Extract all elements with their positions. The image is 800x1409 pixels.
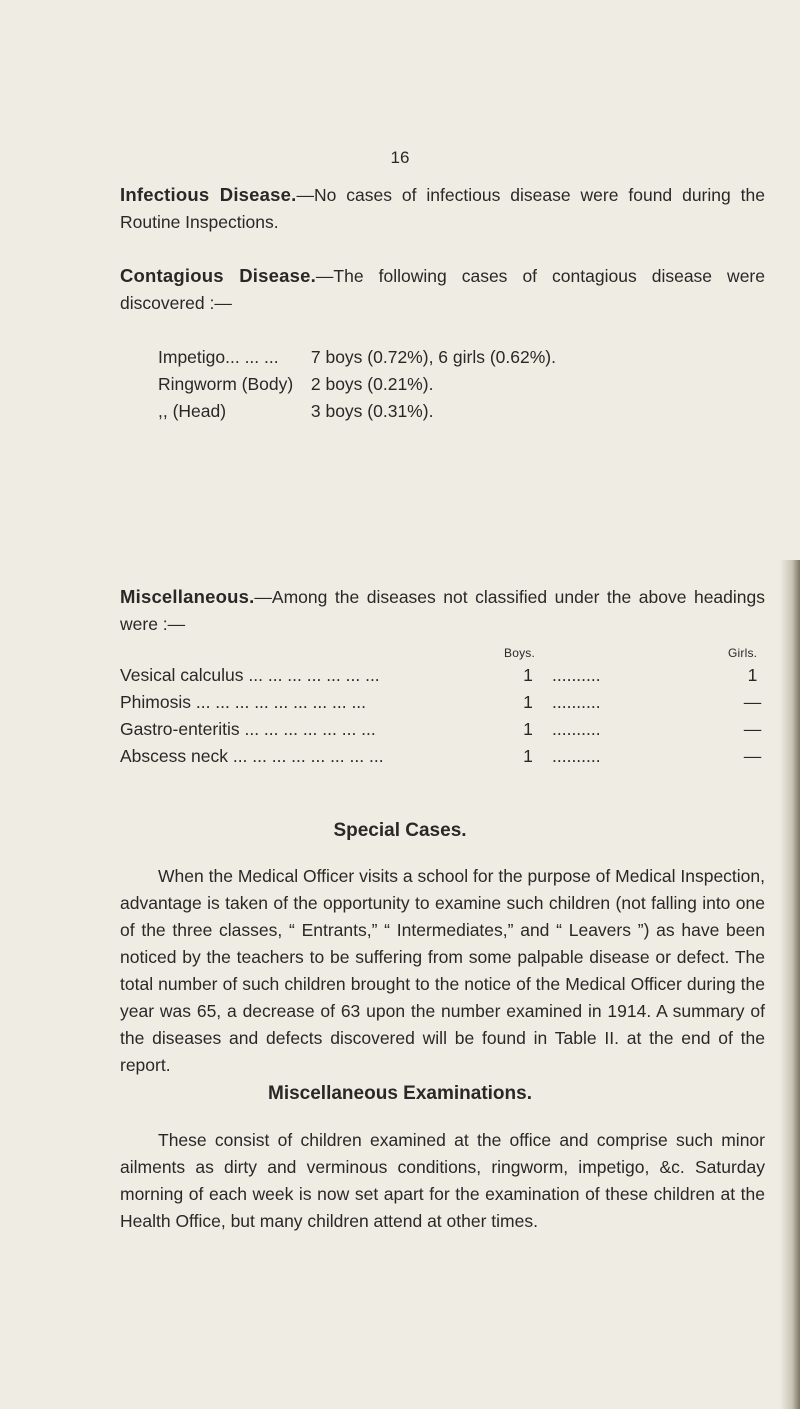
special-cases-text: When the Medical Officer visits a school for the purpose of Medical Inspection, advantage is taken of the opportunity to examine such children (not falling into one of the three classes, “ Entrants,” “ Intermediates,” and “ Leavers ”) as have been noticed by the teachers to be suffering from some palpable disease or defect. The total number of such children brought to the notice of the Medical Officer during the year was 65, a decrease of 63 upon the number examined in 1914. A summary of the diseases and defects discovered will be found in Table II. at the end of the report. bbox=[120, 866, 765, 1075]
row-disease-name: Abscess neck ... ... ... ... ... ... ... ... bbox=[120, 746, 384, 766]
table-row bbox=[120, 662, 765, 688]
row-leader: .......... bbox=[552, 746, 601, 766]
miscellaneous-text: —Among the diseases not classified under the above headings were :— bbox=[120, 587, 765, 634]
row-leader: .......... bbox=[552, 665, 601, 685]
page-number: 16 bbox=[390, 148, 410, 167]
miscellaneous-heading: Miscellaneous. bbox=[120, 586, 255, 607]
column-header-boys: Boys. bbox=[504, 646, 536, 660]
infectious-disease-text: —No cases of infectious disease were found during the Routine Inspections. bbox=[120, 185, 765, 232]
contagious-item-value: 2 boys (0.21%). bbox=[310, 374, 434, 394]
row-disease-name: Phimosis ... ... ... ... ... ... ... ... ... bbox=[120, 692, 367, 712]
row-girls-count: — bbox=[743, 692, 762, 712]
row-girls-count: — bbox=[743, 719, 762, 739]
contagious-disease-paragraph bbox=[120, 262, 765, 317]
infectious-disease-paragraph bbox=[120, 181, 765, 236]
misc-examinations-text: These consist of children examined at the office and comprise such minor ailments as dirty and verminous conditions, ringworm, impetigo, &c. Saturday morning of each week is now set apart for the examination of these children at the Health Office, but many children attend at other times. bbox=[120, 1130, 765, 1231]
table-row bbox=[120, 716, 765, 742]
row-leader: .......... bbox=[552, 692, 601, 712]
row-disease-name: Vesical calculus ... ... ... ... ... ... ... bbox=[120, 665, 380, 685]
row-girls-count: 1 bbox=[747, 665, 758, 685]
miscellaneous-paragraph bbox=[120, 583, 765, 638]
column-header-girls: Girls. bbox=[728, 646, 758, 660]
table-row bbox=[120, 689, 765, 715]
row-boys-count: 1 bbox=[523, 692, 533, 712]
contagious-item-impetigo bbox=[158, 344, 556, 371]
contagious-item-name: ,, (Head) bbox=[158, 401, 227, 421]
row-boys-count: 1 bbox=[523, 719, 533, 739]
table-row bbox=[120, 743, 765, 769]
misc-examinations-title: Miscellaneous Examinations. bbox=[268, 1083, 532, 1104]
row-boys-count: 1 bbox=[523, 665, 533, 685]
row-boys-count: 1 bbox=[523, 746, 533, 766]
contagious-item-name: Ringworm (Body) bbox=[158, 374, 294, 394]
contagious-item-ringworm-head bbox=[158, 398, 433, 425]
contagious-disease-heading: Contagious Disease. bbox=[120, 265, 316, 286]
row-leader: .......... bbox=[552, 719, 601, 739]
contagious-item-value: 3 boys (0.31%). bbox=[310, 401, 434, 421]
row-disease-name: Gastro-enteritis ... ... ... ... ... ... ... bbox=[120, 719, 376, 739]
row-girls-count: — bbox=[743, 746, 762, 766]
special-cases-title: Special Cases. bbox=[333, 820, 467, 841]
contagious-disease-text: —The following cases of contagious disease were discovered :— bbox=[120, 266, 765, 313]
contagious-item-ringworm-body bbox=[158, 371, 433, 398]
page-edge-shadow bbox=[780, 560, 800, 1409]
contagious-item-name: Impetigo... ... ... bbox=[158, 347, 279, 367]
contagious-item-value: 7 boys (0.72%), 6 girls (0.62%). bbox=[310, 347, 556, 367]
infectious-disease-heading: Infectious Disease. bbox=[120, 184, 297, 205]
